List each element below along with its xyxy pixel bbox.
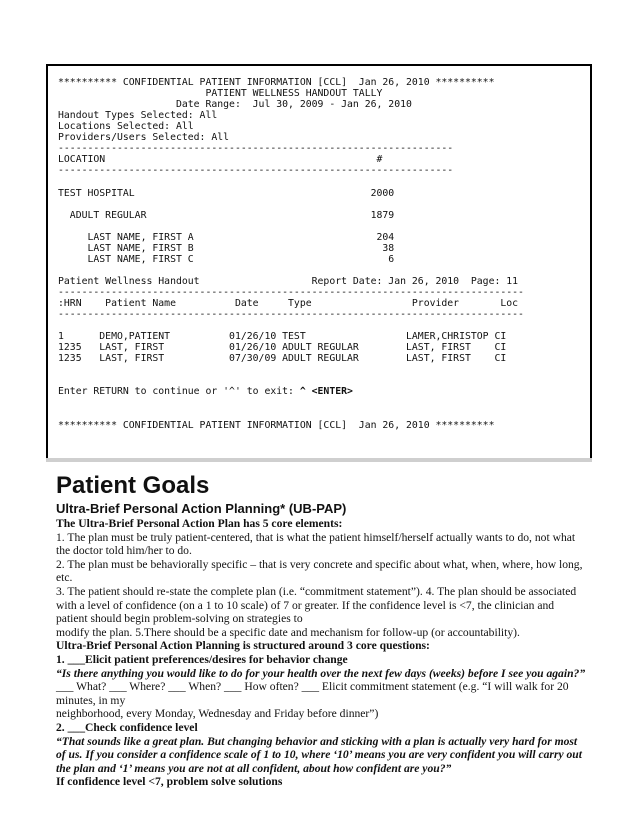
- question-1-quote: “Is there anything you would like to do for your health over the next few days (weeks) before I see you again?”: [56, 666, 586, 680]
- terminal-line: Providers/Users Selected: All: [58, 132, 230, 144]
- core-element-2: 2. The plan must be behaviorally specific – that is very concrete and specific about what, when, where, how long, etc.: [56, 557, 583, 585]
- terminal-line: LOCATION #: [58, 154, 383, 166]
- terminal-line: ADULT REGULAR 1879: [58, 209, 395, 221]
- intro-text: The Ultra-Brief Personal Action Plan has 5 core elements:: [56, 517, 343, 530]
- terminal-prompt[interactable]: [58, 386, 353, 397]
- question-1-heading: 1. ___Elicit patient preferences/desires for behavior change: [56, 652, 348, 666]
- question-2-quote: “That sounds like a great plan. But changing behavior and sticking with a plan is actually very hard for most of us. If you consider a confidence scale of 1 to 10, where ‘10’ means you are very confident you will carry out the plan and ‘1’ means you are not at all confident, about how confident are you?”: [56, 734, 582, 775]
- terminal-line: -------------------------------------------------------------------: [58, 165, 454, 177]
- question-2-heading: 2. ___Check confidence level: [56, 720, 198, 734]
- terminal-line: LAST NAME, FIRST C 6: [58, 253, 395, 265]
- question-3-heading: If confidence level <7, problem solve solutions: [56, 775, 283, 789]
- terminal-line: 1 DEMO,PATIENT 01/26/10 TEST LAMER,CHRISTOP CI: [58, 331, 507, 343]
- terminal-line: TEST HOSPITAL 2000: [58, 187, 395, 199]
- terminal-line: ********** CONFIDENTIAL PATIENT INFORMATION [CCL] Jan 26, 2010 **********: [58, 77, 495, 88]
- core-element-1: 1. The plan must be truly patient-centered, that is what the patient himself/herself actually wants to do, not what the doctor told him/her to do.: [56, 530, 576, 558]
- core-element-3-continued: modify the plan. 5.There should be a specific date and mechanism for follow-up (or accountability).: [56, 625, 520, 639]
- terminal-line: 1235 LAST, FIRST 01/26/10 ADULT REGULAR LAST, FIRST CI: [58, 342, 507, 354]
- terminal-line: Locations Selected: All: [58, 121, 194, 133]
- question-1-prompts-continued: neighborhood, every Monday, Wednesday and Friday before dinner”): [56, 707, 379, 721]
- terminal-line: Date Range: Jul 30, 2009 - Jan 26, 2010: [58, 99, 412, 111]
- terminal-line: Handout Types Selected: All: [58, 110, 218, 122]
- terminal-line: ********** CONFIDENTIAL PATIENT INFORMATION [CCL] Jan 26, 2010 **********: [58, 419, 495, 431]
- terminal-line: LAST NAME, FIRST B 38: [58, 242, 395, 254]
- prompt-keys: ^ <ENTER>: [299, 386, 353, 398]
- terminal-line: 1235 LAST, FIRST 07/30/09 ADULT REGULAR LAST, FIRST CI: [58, 353, 507, 365]
- section-subtitle: Ultra-Brief Personal Action Planning* (UB-PAP): [56, 501, 347, 516]
- terminal-line: :HRN Patient Name Date Type Provider Loc: [58, 298, 519, 309]
- terminal-line: LAST NAME, FIRST A 204: [58, 231, 395, 243]
- document-body: [56, 472, 586, 789]
- terminal-line: PATIENT WELLNESS HANDOUT TALLY: [58, 88, 383, 100]
- core-element-3: 3. The patient should re-state the complete plan (i.e. “commitment statement”). 4. The plan should be associated with a level of confidence (on a 1 to 10 scale) of 7 or greater. If the confidence level is <7, the clinician and patient should begin problem-solving on strategies to: [56, 584, 577, 626]
- terminal-line: -------------------------------------------------------------------------------: [58, 286, 524, 298]
- terminal-line: -------------------------------------------------------------------------------: [58, 309, 524, 321]
- questions-intro: Ultra-Brief Personal Action Planning is structured around 3 core questions:: [56, 639, 430, 653]
- divider: [46, 458, 592, 462]
- terminal-line: -------------------------------------------------------------------: [58, 143, 454, 155]
- page-title: Patient Goals: [56, 472, 210, 499]
- terminal-screen: [46, 64, 592, 460]
- prompt-text: Enter RETURN to continue or '^' to exit:: [58, 386, 300, 398]
- question-1-prompts: ___ What? ___ Where? ___ When? ___ How often? ___ Elicit commitment statement (e.g. “I will walk for 20 minutes, in my: [56, 680, 569, 707]
- terminal-line: Patient Wellness Handout Report Date: Jan 26, 2010 Page: 11: [58, 275, 519, 287]
